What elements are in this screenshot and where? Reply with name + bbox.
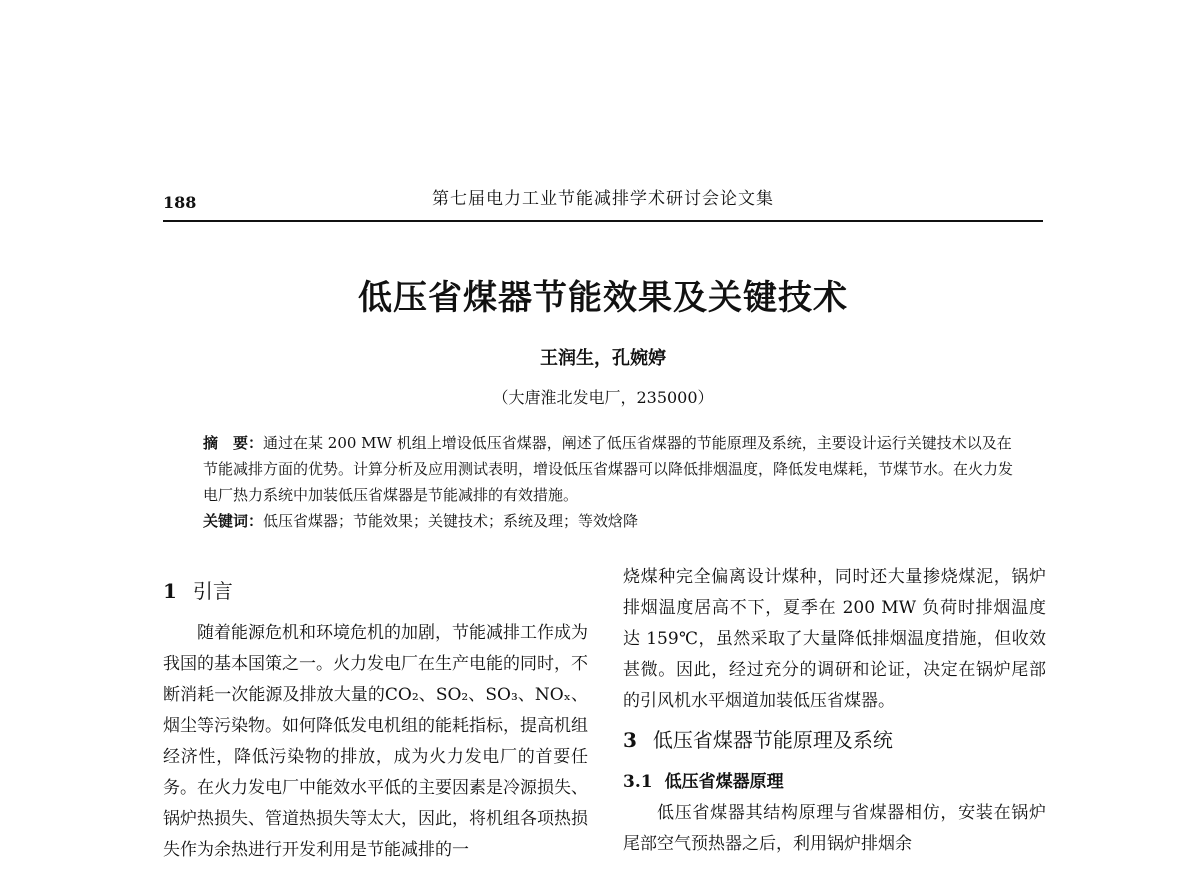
subsection-paragraph: 低压省煤器其结构原理与省煤器相仿，安装在锅炉尾部空气预热器之后，利用锅炉排烟余: [623, 803, 1046, 854]
journal-title: 第七届电力工业节能减排学术研讨会论文集: [432, 189, 774, 209]
keywords-text: 低压省煤器；节能效果；关键技术；系统及理；等效焓降: [263, 512, 639, 530]
section-number: 3: [623, 728, 637, 752]
section-heading-3: [623, 725, 1046, 755]
authors: 王润生，孔婉婷: [540, 348, 666, 369]
subsection-title: 低压省煤器原理: [664, 772, 784, 792]
section-heading-1: [163, 576, 588, 606]
abstract-text: 通过在某 200 MW 机组上增设低压省煤器，阐述了低压省煤器的节能原理及系统，主要设计运行关键技术以及在节能减排方面的优势。计算分析及应用测试表明，增设低压省煤器可以降低排烟温度，降低发电煤耗，节煤节水。在火力发电厂热力系统中加装低压省煤器是节能减排的有效措施。: [203, 434, 1014, 504]
right-column: [623, 562, 1046, 860]
continued-paragraph: 烧煤种完全偏离设计煤种，同时还大量掺烧煤泥，锅炉排烟温度居高不下，夏季在 200 MW 负荷时排烟温度达 159℃，虽然采取了大量降低排烟温度措施，但收效甚微。因此，经过充分的调研和论证，决定在锅炉尾部的引风机水平烟道加装低压省煤器。: [623, 567, 1046, 711]
page-number: 188: [163, 193, 197, 212]
abstract-label: 摘 要：: [203, 434, 264, 452]
subsection-heading-3-1: [623, 767, 1046, 798]
running-header: [163, 176, 1043, 222]
abstract-block: [203, 430, 1013, 534]
paper-title: 低压省煤器节能效果及关键技术: [358, 278, 848, 318]
intro-paragraph: 随着能源危机和环境危机的加剧，节能减排工作成为我国的基本国策之一。火力发电厂在生产电能的同时，不断消耗一次能源及排放大量的CO₂、SO₂、SO₃、NOₓ、烟尘等污染物。如何降低发电机组的能耗指标，提高机组经济性，降低污染物的排放，成为火力发电厂的首要任务。在火力发电厂中能效水平低的主要因素是冷源损失、锅炉热损失、管道热损失等太大，因此，将机组各项热损失作为余热进行开发利用是节能减排的一: [163, 623, 588, 860]
affiliation: （大唐淮北发电厂，235000）: [492, 388, 714, 407]
left-column: [163, 562, 588, 866]
section-number: 1: [163, 579, 177, 603]
section-title: 低压省煤器节能原理及系统: [652, 728, 893, 752]
keywords-label: 关键词：: [203, 512, 264, 530]
section-title: 引言: [192, 579, 233, 603]
keywords: [203, 508, 1013, 534]
abstract: [203, 430, 1013, 508]
subsection-number: 3.1: [623, 772, 653, 792]
